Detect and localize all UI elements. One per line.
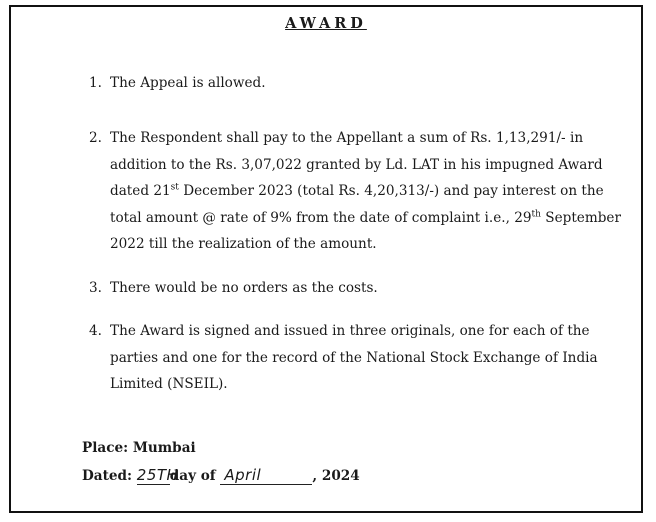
item-number: 2. [89, 130, 102, 146]
ordinal-suffix: th [531, 208, 541, 219]
handwritten-day: 25TH [136, 466, 179, 484]
item-text: The Appeal is allowed. [110, 75, 266, 91]
item-text-part: December 2023 (total Rs. 4,20,313/-) and pay interest on the total amount @ rate of 9% from the date of complaint i.e., 29 [110, 183, 604, 226]
item-text [89, 125, 629, 258]
handwritten-month: April [220, 467, 312, 485]
item-number: 1. [89, 75, 102, 91]
list-item [89, 70, 629, 97]
item-text: There would be no orders as the costs. [110, 280, 378, 296]
day-of-label: day of [169, 468, 216, 484]
year-text: , 2024 [312, 468, 360, 484]
document-frame [9, 5, 643, 513]
item-text: The Award is signed and issued in three originals, one for each of the parties and one for the record of the National Stock Exchange of India Limited (NSEIL). [110, 323, 598, 392]
list-item [89, 275, 629, 302]
item-text-part: The Respondent shall pay to the Appellant a sum of Rs. 1,13,291/- in addition to the Rs. 3,07,022 granted by Ld. LAT in his impugned Award dated 21 [110, 130, 603, 199]
dated-line [82, 467, 360, 485]
list-item [89, 318, 629, 398]
item-number: 3. [89, 280, 102, 296]
dated-label: Dated: [82, 468, 133, 484]
award-heading: AWARD [285, 15, 367, 32]
ordinal-suffix: st [170, 182, 179, 193]
place-line: Place: Mumbai [82, 440, 196, 456]
item-text-part: September 2022 till the realization of the amount. [110, 209, 621, 252]
item-number: 4. [89, 323, 102, 339]
list-item [89, 125, 629, 258]
